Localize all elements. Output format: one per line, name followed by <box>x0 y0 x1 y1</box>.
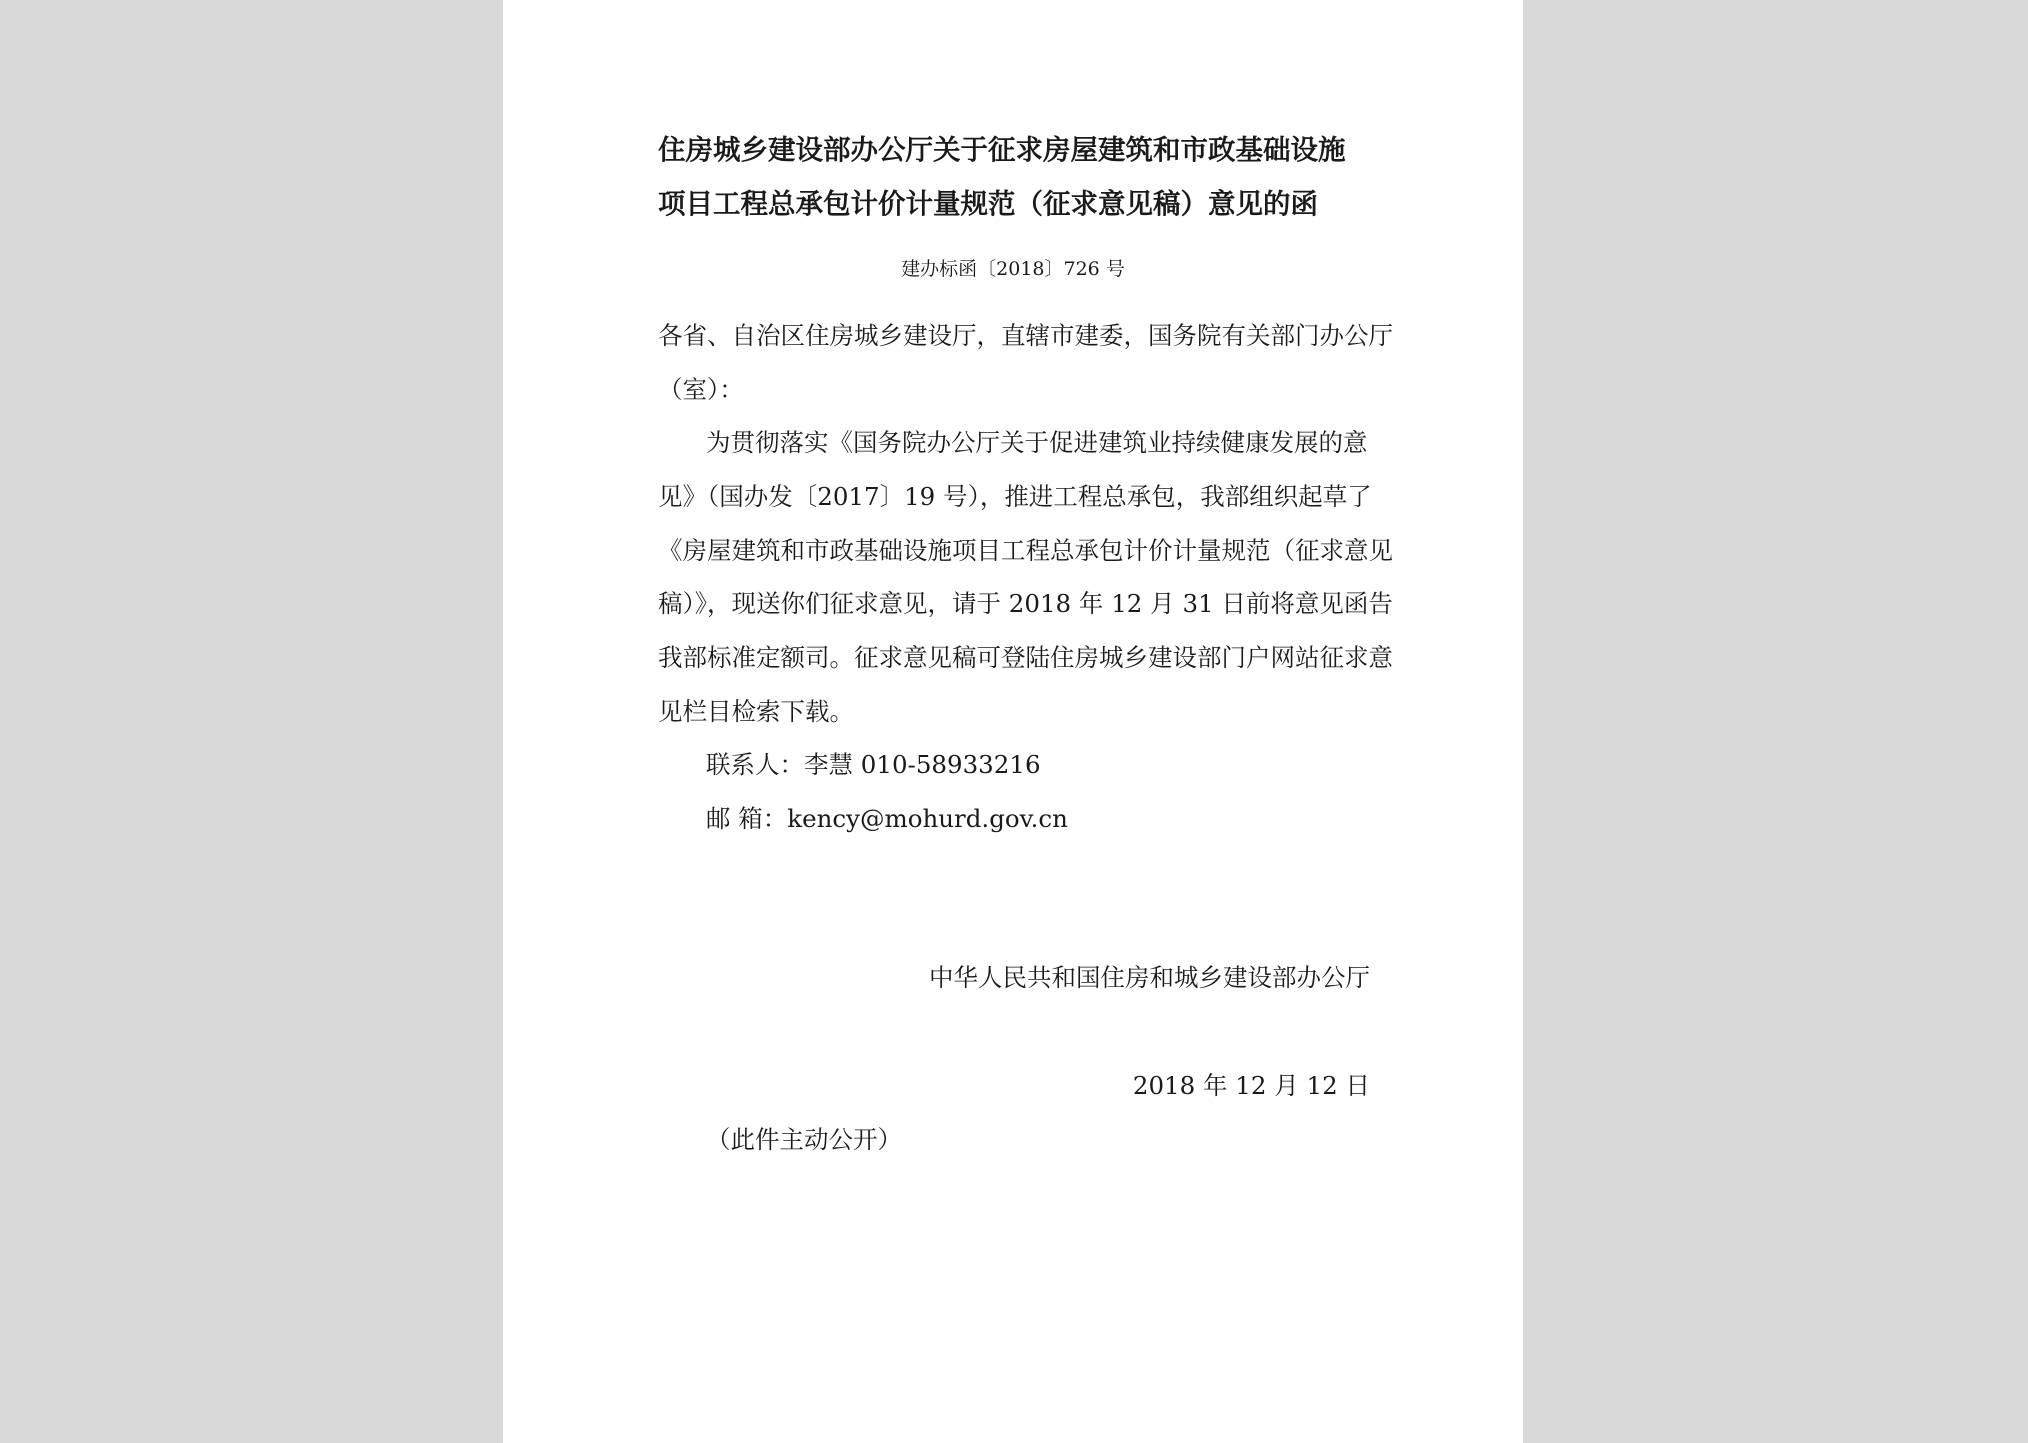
issue-date: 2018 年 12 月 12 日 <box>1132 1071 1370 1100</box>
body-line-5: 我部标准定额司。征求意见稿可登陆住房城乡建设部门户网站征求意 <box>658 643 1393 672</box>
document-page <box>503 0 1523 1443</box>
body-line-1: 为贯彻落实《国务院办公厅关于促进建筑业持续健康发展的意 <box>706 428 1368 457</box>
contact-email: 邮 箱：kency@mohurd.gov.cn <box>706 804 1068 833</box>
document-number: 建办标函〔2018〕726 号 <box>901 258 1125 280</box>
body-line-2: 见》（国办发〔2017〕19 号），推进工程总承包，我部组织起草了 <box>658 482 1372 511</box>
contact-person: 联系人：李慧 010-58933216 <box>706 750 1041 779</box>
document-title-line-1: 住房城乡建设部办公厅关于征求房屋建筑和市政基础设施 <box>658 134 1346 166</box>
addressee-line-2: （室）： <box>658 375 744 404</box>
issuing-office: 中华人民共和国住房和城乡建设部办公厅 <box>929 963 1370 992</box>
disclosure-note: （此件主动公开） <box>706 1125 902 1154</box>
body-line-3: 《房屋建筑和市政基础设施项目工程总承包计价计量规范（征求意见 <box>658 536 1393 565</box>
body-line-6: 见栏目检索下载。 <box>658 697 854 726</box>
addressee-line-1: 各省、自治区住房城乡建设厅，直辖市建委，国务院有关部门办公厅 <box>658 321 1393 350</box>
body-line-4: 稿）》，现送你们征求意见，请于 2018 年 12 月 31 日前将意见函告 <box>658 589 1393 618</box>
document-title-line-2: 项目工程总承包计价计量规范（征求意见稿）意见的函 <box>658 188 1318 220</box>
